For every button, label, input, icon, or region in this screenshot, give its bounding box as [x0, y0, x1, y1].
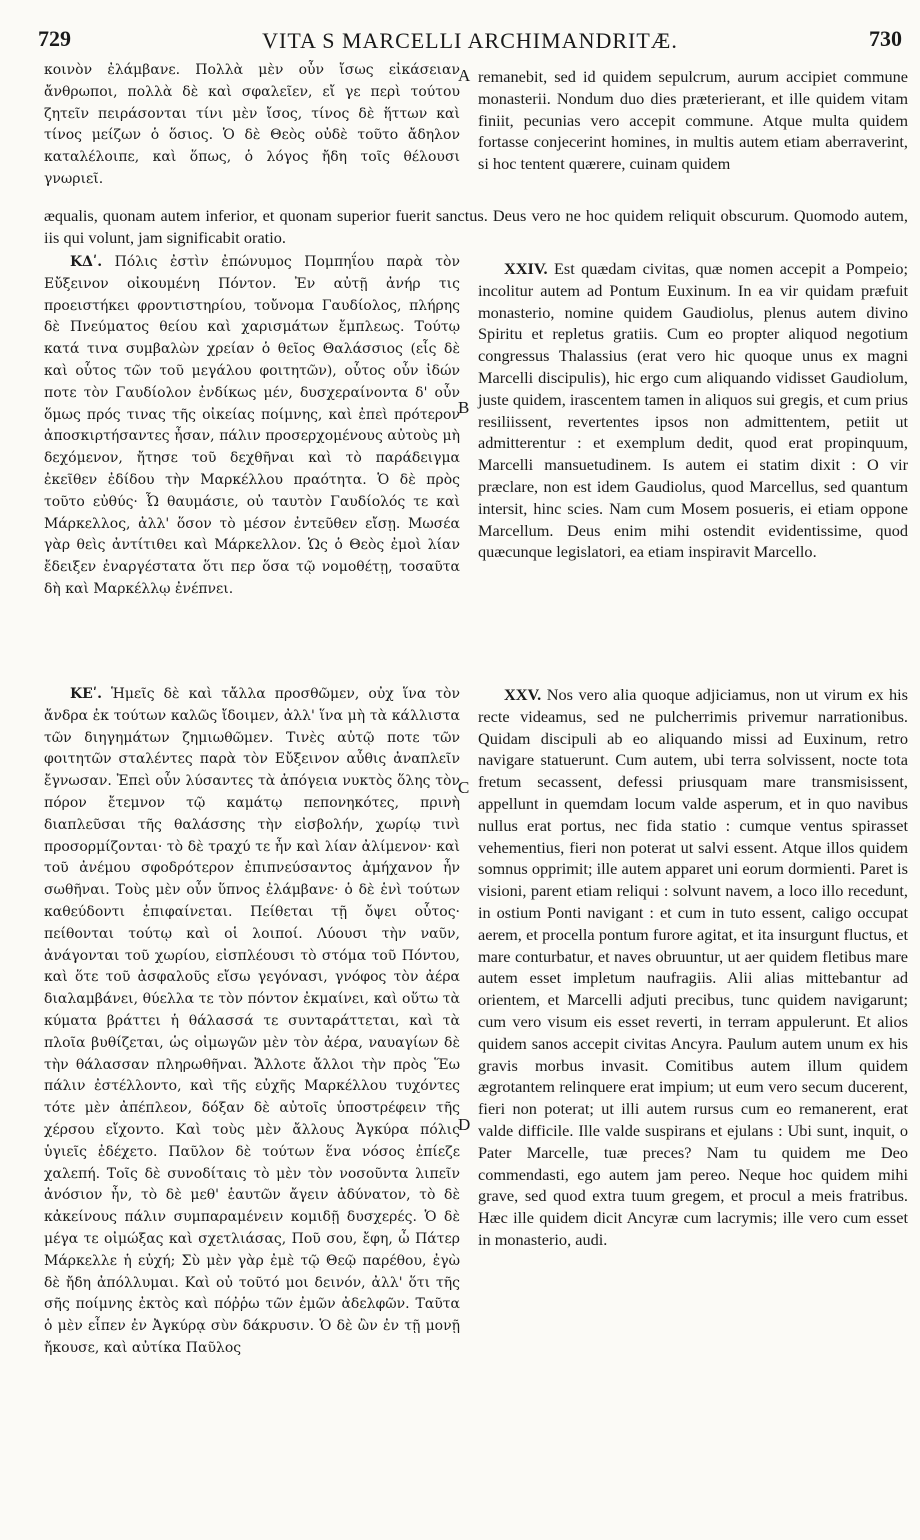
latin-section-25 [478, 684, 908, 1520]
spanning-line [44, 205, 908, 249]
latin-section-25-number: XXV. [504, 685, 542, 704]
greek-section-24-text: Πόλις ἐστὶν ἐπώνυμος Πομπηΐου παρὰ τὸν Εὔξεινον οἰκουμένη Πόντον. Ἐν αὐτῇ ἀνήρ τις προειστήκει φροντιστηρίου, τοὔνομα Γαυδίολος, πλήρης δὲ Πνεύματος θείου καὶ χαρισμάτων ἔμπλεως. Τούτῳ κατά τινα συμβαλὼν χρείαν ὁ θεῖος Θαλάσσιος (εἷς δὲ καὶ οὗτος τῶν τοῦ μεγάλου φοιτητῶν), οὗτος οὖν ἰδών ποτε τὸν Γαυδίολον ἐνδίκως μέν, δυσχεραίνοντα δ' οὖν ὅμως πρός τινας τῆς οἰκείας ποίμνης, καὶ ἐπεὶ πρότερον ἀποσκιρτήσαντες ἦσαν, πάλιν προσερχομένους αὐτοὺς μὴ δεχόμενον, ἤτησε τοῦ δεχθῆναι καὶ τὸ παράδειγμα ἐκεῖθεν ἐδίδου τὴν Μαρκέλλου πραότητα. Ὁ δὲ πρὸς τοῦτο εὐθύς· Ὦ θαυμάσιε, οὐ ταυτὸν Γαυδίολός τε καὶ Μάρκελλος, ἀλλ' ὅσον τὸ μέσον ἐντεῦθεν εἴσῃ. Μωσέα γὰρ θεὶς ἀντίτιθει καὶ Μάρκελλον. Ὡς ὁ Θεὸς ἐμοὶ λίαν ἔδειξεν ἐναργέστατα ὅτι περ ὅσα τῷ νομοθέτῃ, τοσαῦτα δὴ καὶ Μαρκέλλῳ ἐνέπνει. [44, 254, 460, 597]
latin-section-25-text: Nos vero alia quoque adjiciamus, non ut virum ex his recte videamus, sed ne pulcherrimis privemur narrationibus. Quidam discipuli ab eo aliquando missi ad Euxinum, retro navigare statuerunt. Cum autem, ubi terra solvissent, nocte tota fretum secassent, defessi priusquam mare transmisissent, appellunt in quemdam locum valde asperum, et in quo navibus nullus erat portus, nec fida statio : cumque ventus spirasset vehementius, fieri non poterat ut salvi essent. Atque illos quidem somnus opprimit; ille autem apparet uni eorum dormienti. Paret is visioni, parent etiam reliqui : solvunt navem, a loco illo recedunt, in ostium Ponti navigant : et cum in tuto essent, caligo occupat aerem, et procella pontum furore agitat, et ita insurgunt fluctus, et mare conturbatur, et naves obruuntur, ut aer quidem fletibus mare autem esset impletum naufragiis. Alii alias mittebantur ad orientem, et Marcelli adjuti precibus, tunc quidem navigarunt; cum vero visum eis esset reverti, in terram appulerunt. Et alios quidem sanos accepit civitas Ancyra. Paulum autem unum ex his gravis morbus invasit. Comitibus autem illum quidem ægrotantem relinquere erat impium; ut eum vero secum ducerent, fieri non poterat; ut illi autem rursus cum eo remanerent, erat valde difficile. Ille valde suspirans et ejulans : Ubi sunt, inquit, o Pater Marcelle, tuæ preces? Nam tu quidem me Deo commendasti, ego autem jam pereo. Neque hoc quidem mihi grave, sed quod extra tuum gregem, et procul a meis fratribus. Hæc ille quidem dicit Ancyræ cum lacrymis; ille vero cum esset in monasterio, audi. [478, 685, 909, 1249]
latin-top-text: remanebit, sed id quidem sepulcrum, aurum accipiet commune monasterii. Nondum duo dies præterierant, et ille quidem vitam finiit, pecunias vero accepit commune. Atque multa quidem fortasse conjecerint homines, in multis autem etiam aberraverint, si hoc tentent quærere, cuinam quidem [478, 67, 908, 174]
left-page-number: 729 [38, 26, 71, 51]
column-marker-a: A [458, 66, 471, 85]
greek-section-25 [44, 684, 460, 1520]
latin-top-paragraph [478, 66, 908, 206]
right-page-number: 730 [869, 26, 902, 51]
greek-section-25-number: ΚΕʹ. [70, 686, 102, 702]
greek-section-24-number: ΚΔʹ. [70, 254, 103, 270]
greek-section-25-paragraph [44, 684, 460, 1360]
latin-section-24-paragraph [478, 258, 908, 563]
greek-top-text: κοινὸν ἐλάμβανε. Πολλὰ μὲν οὖν ἴσως εἰκάσειαν ἄνθρωποι, πολλὰ δὲ καὶ σφαλεῖεν, εἴ γε περὶ τούτου ζητεῖν πειράσονται τίνι μὲν ἴσος, τίνος δὲ ἥττων καὶ τίνος μείζων ὁ ὅσιος. Ὁ δὲ Θεὸς οὐδὲ τοῦτο ἄδηλον καταλέλοιπε, καὶ ὅπως, ὁ λόγος ἤδη τοῖς θέλουσι γνωριεῖ. [44, 62, 460, 187]
latin-section-24 [478, 258, 908, 678]
spanning-text: æqualis, quonam autem inferior, et quonam superior fuerit sanctus. Deus vero ne hoc quidem reliquit obscurum. Quomodo autem, iis qui volunt, jam significabit oratio. [44, 206, 908, 247]
greek-section-25-text: Ἡμεῖς δὲ καὶ τἄλλα προσθῶμεν, οὐχ ἵνα τὸν ἄνδρα ἐκ τούτων καλῶς ἴδοιμεν, ἀλλ' ἵνα μὴ τὰ κάλλιστα τῶν διηγημάτων ζημιωθῶμεν. Τινὲς αὐτῷ ποτε τῶν φοιτητῶν σταλέντες παρὰ τὸν Εὔξεινον αὖθις ἀναπλεῖν ἔγνωσαν. Ἐπεὶ οὖν λύσαντες τὰ ἀπόγεια νυκτὸς ὅλης τὸν πόρον ἔτεμνον τῷ καμάτῳ πεπονηκότες, πρινὴ διαπλεῦσαι τῆς θαλάσσης τὴν εἰσβολήν, χωρίῳ τινὶ προσορμίζονται· τὸ δὲ τραχύ τε ἦν καὶ λίαν ἀλίμενον· καὶ τοῦ ἀνέμου σφοδρότερον ἐπιπνεύσαντος ἀμήχανον ἦν σωθῆναι. Τοὺς μὲν οὖν ὕπνος ἐλάμβανε· ὁ δὲ ἑνὶ τούτων καθεύδοντι ἐπιφαίνεται. Πείθεται τῇ ὄψει οὗτος· πείθονται τούτῳ καὶ οἱ λοιποί. Λύουσι τὴν ναῦν, ἀνάγονται τοῦ χωρίου, εἰσπλέουσι τὸ στόμα τοῦ Πόντου, καὶ ὅτε τοῦ ἀσφαλοῦς εἴσω γεγόνασι, γνόφος τὸν ἀέρα διαλαμβάνει, θύελλα τε τὸν πόντον ἐκμαίνει, καὶ οὕτω τὰ κύματα βράττει ἡ θάλασσά τε συνταράττεται, καὶ τὰ πλοῖα βυθίζεται, ὡς οἰμωγῶν μὲν τὸν ἀέρα, ναυαγίων δὲ τὴν θάλασσαν πληρωθῆναι. Ἄλλοτε ἄλλοι τὴν πρὸς Ἕω πάλιν ἐστέλλοντο, καὶ τῆς εὐχῆς Μαρκέλλου τυχόντες τότε μὲν ἀπέπλεον, δόξαν δὲ αὐτοῖς ὑποστρέφειν τῆς χέρσου εἴχοντο. Καὶ τοὺς μὲν ἄλλους Ἀγκύρα πόλις ὑγιεῖς ἐδέχετο. Παῦλον δὲ τούτων ἕνα νόσος ἐπίεζε χαλεπή. Τοῖς δὲ συνοδίταις τὸ μὲν τὸν νοσοῦντα λιπεῖν ἀνόσιον ἦν, τὸ δὲ μεθ' ἑαυτῶν ἄγειν ἀδύνατον, τὸ δὲ κἀκείνους πάλιν συμπαραμένειν κομιδῇ δυσχερές. Ὁ δὲ μέγα τε οἰμώξας καὶ σχετλιάσας, Ποῦ σου, ἔφη, ὦ Πάτερ Μάρκελλε ἡ εὐχή; Σὺ μὲν γὰρ ἐμὲ τῷ Θεῷ παρέθου, ἐγὼ δὲ ἤδη ἀπόλλυμαι. Καὶ οὐ τοῦτό μοι δεινόν, ἀλλ' ὅτι τῆς σῆς ποίμνης ἐκτὸς καὶ πόῤῥω τῶν ἐμῶν ἀδελφῶν. Ταῦτα ὁ μὲν εἶπεν ἐν Ἀγκύρᾳ σὺν δάκρυσιν. Ὁ δὲ ὢν ἐν τῇ μονῇ ἤκουσε, καὶ αὐτίκα Παῦλος [44, 686, 460, 1356]
latin-section-24-text: Est quædam civitas, quæ nomen accepit a Pompeio; incolitur autem ad Pontum Euxinum. In ea vir quidam præfuit monasterio, nomine quidem Gaudiolus, plenus autem divino Spiritu et repletus gratiis. Cum eo propter aliquod negotium congressus Thalassius (erat vero hic quoque unus ex magni Marcelli discipulis), hic ergo cum aliquando vidisset Gaudiolum, juste quidem, irascentem tamen in aliquos sui gregis, et cum prius resiliissent, revertentes ipsos non admittentem, petiit ut admitterentur : et exemplum dedit, quod erat propinquum, Marcelli mansuetudinem. Is autem ei statim dixit : O vir præclare, non est idem Gaudiolus, quod Marcellus, sed quantum intersit, hinc scies. Nam cum Mosem posueris, ei etiam oppone Marcellum. Deus enim mihi ostendit evidentissime, quod quæcunque legislatori, ea etiam inspiravit Marcello. [478, 259, 908, 562]
column-marker-c: C [458, 778, 470, 797]
greek-section-24 [44, 252, 460, 662]
latin-section-24-number: XXIV. [504, 259, 548, 278]
running-title: VITA S MARCELLI ARCHIMANDRITÆ. [262, 28, 678, 53]
latin-section-25-paragraph [478, 684, 908, 1251]
greek-top-paragraph [44, 60, 460, 200]
greek-section-24-paragraph [44, 252, 460, 601]
page-header [38, 22, 902, 58]
column-marker-b: B [458, 398, 470, 417]
column-marker-d: D [458, 1115, 471, 1134]
